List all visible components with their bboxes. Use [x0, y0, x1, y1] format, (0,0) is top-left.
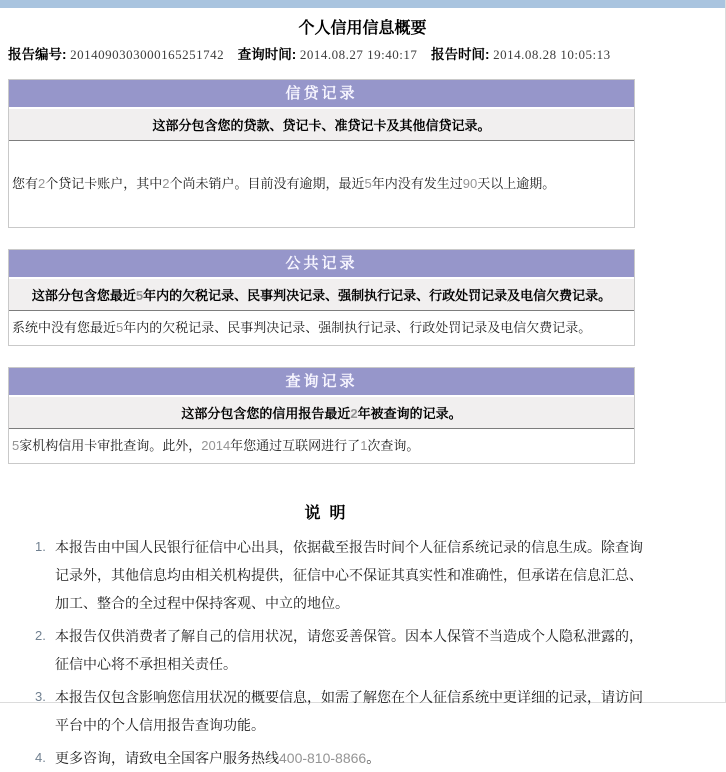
page-title: 个人信用信息概要 [298, 20, 427, 37]
section-public-records [8, 249, 635, 346]
section-public-records-title: 公共记录 [9, 250, 634, 279]
section-query-records [8, 367, 635, 464]
report-meta-line [0, 43, 725, 63]
section-query-records-title: 查询记录 [9, 368, 634, 397]
section-credit-records-body: 您有 2 个贷记卡账户，其中 2 个尚未销户。目前没有逾期，最近 5 年内没有发生过 90 天以上逾期。 [9, 141, 634, 227]
query-time-label: 查询时间: [237, 47, 297, 62]
report-content [8, 79, 635, 464]
report-number-value: 2014090303000165251742 [70, 47, 225, 62]
section-credit-records-subtitle: 这部分包含您的贷款、贷记卡、准贷记卡及其他信贷记录。 [9, 109, 634, 141]
note-item-1: 本报告由中国人民银行征信中心出具，依据截至报告时间个人征信系统记录的信息生成。除查询记录外，其他信息均由相关机构提供，征信中心不保证其真实性和准确性，但承诺在信息汇总、加工、整合的全过程中保持客观、中立的地位。 [55, 539, 643, 611]
report-time-label: 报告时间: [430, 47, 490, 62]
report-time-value: 2014.08.28 10:05:13 [493, 47, 611, 62]
report-number-label: 报告编号: [8, 47, 67, 62]
section-query-records-subtitle: 这部分包含您的信用报告最近2年被查询的记录。 [9, 397, 634, 429]
section-query-records-body: 5家机构信用卡审批查询。此外，2014年您通过互联网进行了1次查询。 [9, 429, 634, 463]
top-accent-bar [0, 0, 725, 8]
notes-list [0, 533, 650, 772]
notes-section [0, 500, 650, 772]
query-time-value: 2014.08.27 19:40:17 [299, 47, 418, 62]
note-item-2: 本报告仅供消费者了解自己的信用状况，请您妥善保管。因本人保管不当造成个人隐私泄露的，征信中心将不承担相关责任。 [55, 628, 643, 672]
section-credit-records [8, 79, 635, 228]
section-public-records-body: 系统中没有您最近5年内的欠税记录、民事判决记录、强制执行记录、行政处罚记录及电信欠费记录。 [9, 311, 634, 345]
section-credit-records-title: 信贷记录 [9, 80, 634, 109]
note-item-3: 本报告仅包含影响您信用状况的概要信息，如需了解您在个人征信系统中更详细的记录，请访问平台中的个人信用报告查询功能。 [55, 689, 643, 733]
section-public-records-subtitle: 这部分包含您最近5年内的欠税记录、民事判决记录、强制执行记录、行政处罚记录及电信欠费记录。 [9, 279, 634, 311]
notes-title: 说 明 [304, 505, 346, 522]
note-item-4: 更多咨询，请致电全国客户服务热线400-810-8866。 [55, 750, 381, 766]
